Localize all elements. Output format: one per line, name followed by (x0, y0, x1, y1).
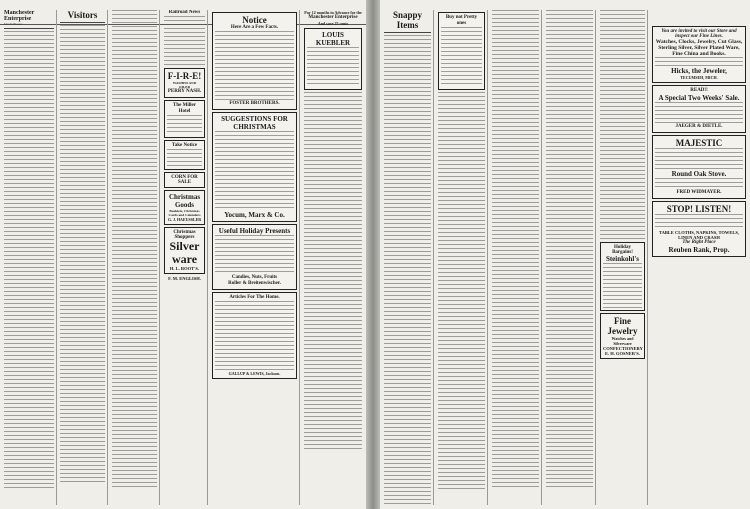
shoppers-title: Christmas Shoppers (173, 230, 196, 240)
left-page (0, 0, 366, 509)
christmas-goods-title: Christmas Goods (168, 193, 201, 209)
kuebler-ad (304, 28, 362, 90)
yocum-name: Yocum, Marx & Co. (224, 211, 285, 219)
right-column-3 (490, 10, 542, 505)
corn-title: CORN FOR SALE (171, 175, 198, 185)
left-column-1 (2, 10, 57, 505)
pretty-ad (438, 12, 485, 90)
hicks-city: TECUMSEH, MICH. (680, 75, 718, 80)
right-column-6 (650, 24, 748, 505)
left-column-3 (162, 10, 208, 505)
col2-text (438, 92, 485, 492)
steinkohl-ad (600, 242, 645, 311)
page-gutter (366, 0, 380, 509)
price-text: And save 25 cents (317, 21, 349, 26)
visitors-text (60, 25, 105, 485)
fire-title: F-I-R-E! (167, 71, 202, 81)
col5-text (304, 92, 362, 452)
suggestions-title: SUGGESTIONS FOR CHRISTMAS (221, 115, 288, 131)
pay-ahead-text: Pay 12 months in Advance for the (304, 10, 362, 15)
gosner-name: E. H. GOSNER'S. (605, 351, 640, 356)
right-page (380, 0, 750, 509)
right-column-1 (382, 10, 434, 505)
special-sale-title: A Special Two Weeks' Sale. (658, 94, 740, 102)
articles-ad (212, 292, 297, 379)
useful-title: Useful Holiday Presents (218, 227, 291, 235)
col5-text (600, 10, 645, 240)
suggestions-ad (212, 112, 297, 222)
pretty-heading: Buy not Pretty ones (445, 15, 478, 26)
right-column-4 (544, 10, 596, 505)
right-column-2 (436, 10, 488, 505)
paper-byline: Mat D. Blosser (4, 22, 23, 26)
majestic-ad (652, 135, 746, 199)
notice-sub: Here Are a Few Facts. (230, 25, 279, 30)
col3-text (492, 10, 539, 490)
miller-title: The Miller Hotel (173, 103, 196, 114)
hicks-ad (652, 26, 746, 83)
read-title: READ!! (690, 88, 708, 93)
fire-name: PERRY NASH. (167, 89, 202, 94)
widmayer-name: FRED WIDMAYER. (676, 190, 722, 195)
col4-text (546, 10, 593, 490)
roller-name: Roller & Breitenwischer. (228, 281, 281, 286)
take-notice-ad (164, 140, 205, 170)
watches-list: Watches, Clocks, Jewelry, Cut Glass, Sterling Silver, Silver Plated Ware, Fine China and Books. (655, 39, 743, 57)
round-oak-title: Round Oak Stove. (671, 170, 727, 178)
jaeger-ad (652, 85, 746, 133)
kuebler-name: LOUIS KUEBLER (315, 31, 351, 47)
enterprise-title: Manchester Enterprise (308, 15, 358, 20)
paper-title: Manchester Enterprise (4, 10, 35, 22)
articles-title: Articles For The Home. (229, 295, 280, 300)
invited-text: You are invited to visit our Store and inspect our Fine Lines. (661, 29, 737, 39)
gallup-name: GALLUP & LEWIS, Jackson. (228, 371, 281, 376)
stop-listen-ad (652, 201, 746, 257)
right-column-5 (598, 10, 648, 505)
jaeger-name: JAEGER & DIETLE. (675, 124, 723, 129)
fire-ad (164, 68, 205, 98)
linens-text: TABLE CLOTHS, NAPKINS, TOWELS, LINEN AND CRASH (658, 230, 740, 240)
take-notice-title: Take Notice (171, 143, 198, 148)
notice-title: Notice (242, 15, 267, 25)
left-column-2 (58, 10, 108, 505)
christmas-goods-ad (164, 190, 205, 225)
reuben-name: Reuben Rank, Prop. (668, 246, 730, 254)
right-place-text: The Right Place (682, 240, 716, 245)
snappy-heading: Snappy Items (392, 10, 423, 30)
candies-text: Candies, Nuts, Fruits (231, 275, 278, 280)
miller-hotel-ad (164, 100, 205, 138)
steinkohl-name: Steinkohl's (605, 255, 640, 263)
majestic-title: MAJESTIC (675, 138, 723, 148)
roots-name: H. L. ROOT'S. (169, 266, 200, 271)
notice-ad (212, 12, 297, 110)
left-column-5 (302, 10, 364, 505)
left-column-4 (210, 10, 300, 505)
confectionery-text: CONFECTIONERY (603, 346, 643, 351)
local-news-text (112, 10, 157, 490)
visitors-heading: Visitors (67, 10, 98, 20)
news-text (4, 31, 54, 491)
holiday-title: Holiday Bargains! (612, 245, 633, 255)
corn-ad (164, 172, 205, 188)
useful-presents-ad (212, 224, 297, 290)
jewelry-ad (600, 313, 645, 359)
left-column-2b (110, 10, 160, 505)
watches-text: Watches and Silverware (611, 336, 634, 346)
silverware-ad (164, 227, 205, 274)
foster-name: FOSTER BROTHERS. (229, 101, 280, 106)
fire-sub: WASHED AND OILED (172, 81, 197, 89)
snappy-text (384, 35, 431, 505)
fine-jewelry-title: Fine Jewelry (607, 316, 638, 336)
calendars-text: Booklets, Christmas Cards and Calendars (168, 209, 201, 217)
stop-listen-title: STOP! LISTEN! (666, 204, 732, 214)
hicks-name: Hicks, the Jeweler, (671, 67, 727, 75)
english-name: F. M. ENGLISH. (168, 276, 201, 281)
haeussler-name: G. J. HAEUSSLER (167, 217, 202, 222)
silverware-title: Silver ware (169, 239, 200, 266)
railroad-heading: Railroad News (168, 10, 201, 15)
